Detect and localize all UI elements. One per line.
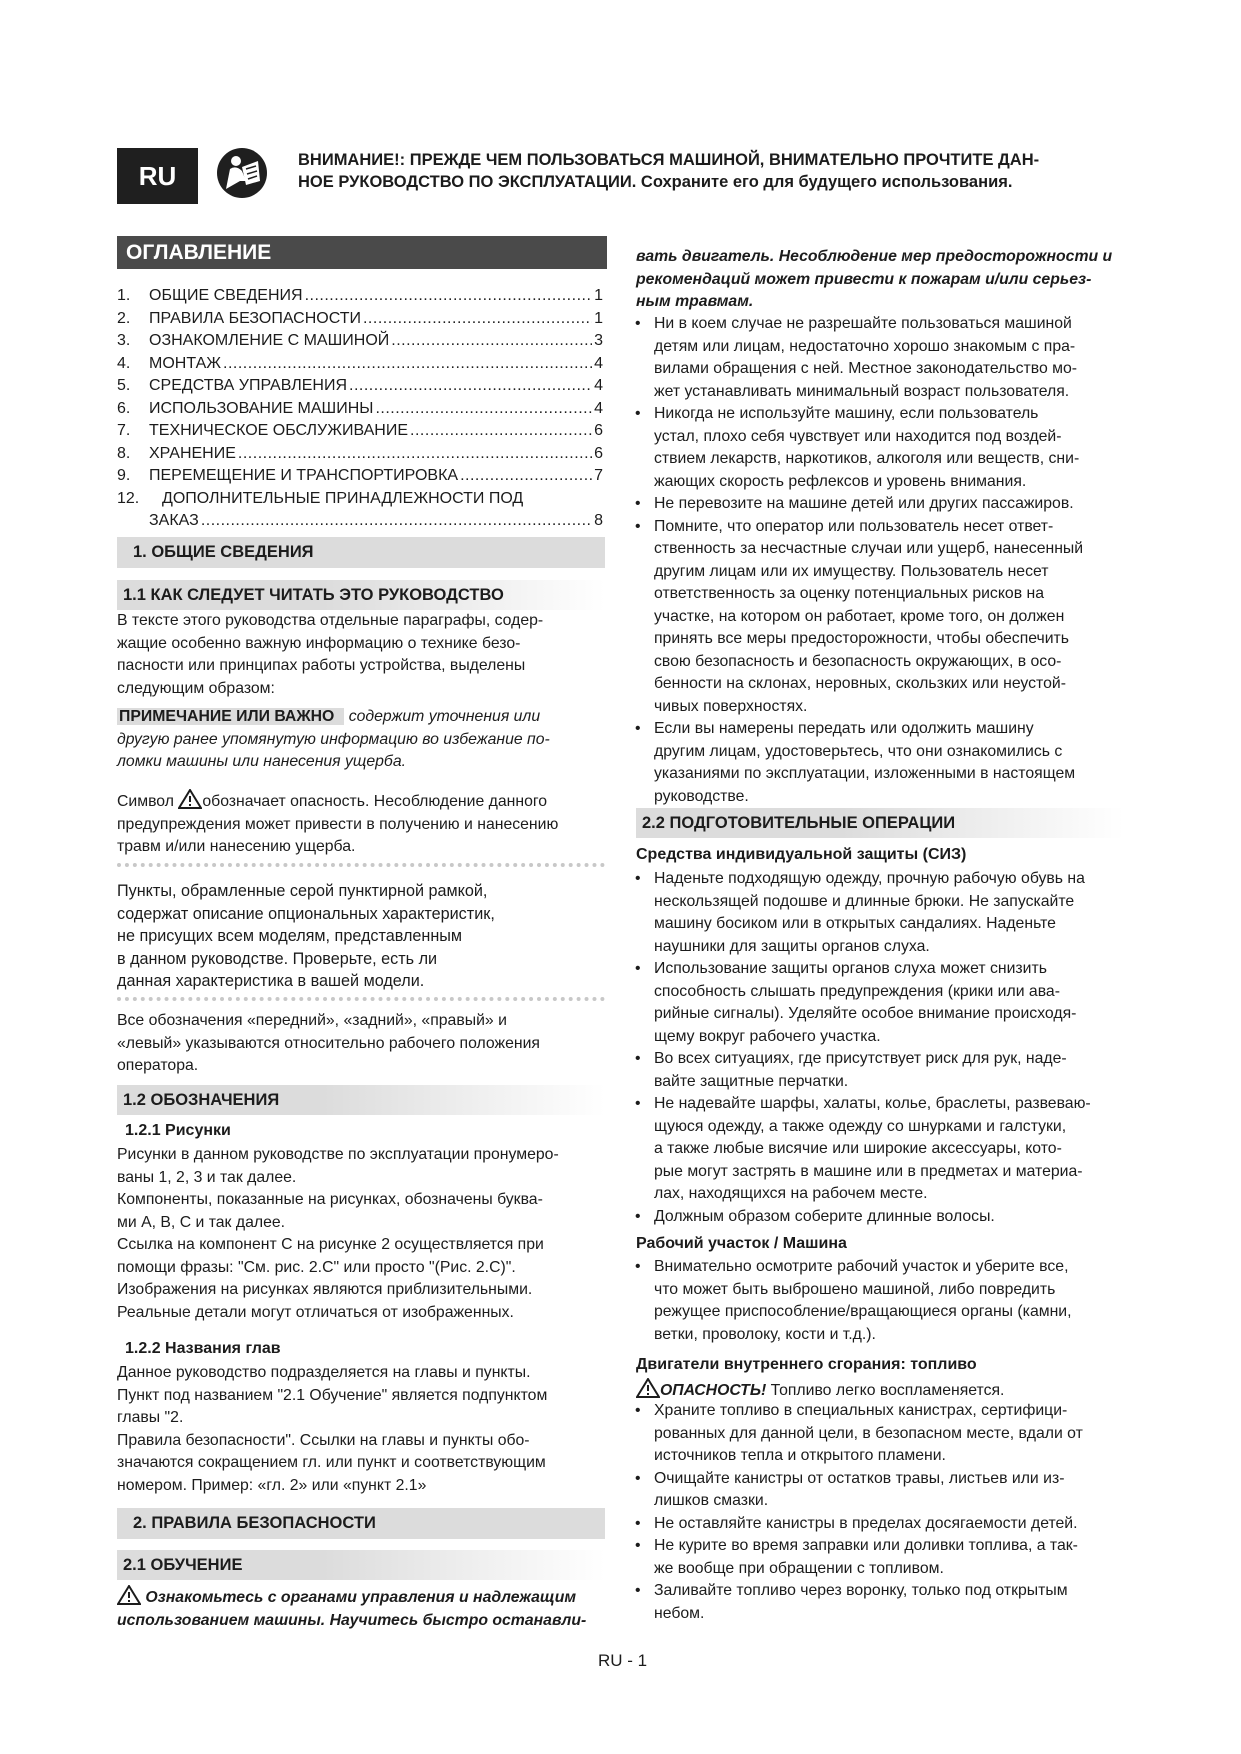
list-item: • Не оставляйте канистры в пределах досягаемости детей.: [628, 1513, 1138, 1536]
warning-triangle-icon: [178, 789, 202, 809]
ppe-heading: Средства индивидуальной защиты (СИЗ): [636, 846, 967, 863]
list-item: • Не курите во время заправки или доливки топлива, а так- же вообще при обращении с топливом.: [628, 1535, 1138, 1580]
toc-item[interactable]: 6. ИСПОЛЬЗОВАНИЕ МАШИНЫ ..... 4: [117, 398, 603, 421]
read-manual-icon: [216, 147, 268, 199]
language-badge: RU: [117, 148, 198, 204]
list-item: • Не надевайте шарфы, халаты, колье, браслеты, развеваю- щуюся одежду, а также одежду со шнурками и галстуки, а также любые висячие или широкие аксессуары, кото- рые могут застрять в машине или в предметах и материа- лах, находящихся на рабочем месте.: [628, 1093, 1138, 1206]
work-area-heading: Рабочий участок / Машина: [636, 1235, 847, 1252]
section-1-2-1-heading: 1.2.1 Рисунки: [125, 1122, 231, 1139]
fuel-bullet-list: [628, 1400, 1138, 1625]
section-1-2-1-text: Рисунки в данном руководстве по эксплуатации пронумеро- ваны 1, 2, 3 и так далее. Компоненты, показанные на рисунках, обозначены буква- ми A, B, C и так далее. Ссылка на компонент C на рисунке 2 осуществляется при помощи фразы: "См. рис. 2.C" или просто "(Рис. 2.C)". Изображения на рисунках являются приблизительными. Реальные детали могут отличаться от изображенных.: [117, 1146, 559, 1321]
training-bullet-list: [628, 313, 1138, 808]
warning-triangle-icon: [117, 1585, 141, 1605]
designations-paragraph: Все обозначения «передний», «задний», «правый» и «левый» указываются относительно рабочего положения оператора.: [117, 1012, 540, 1074]
section-2-1-continuation: вать двигатель. Несоблюдение мер предосторожности и рекомендаций может привести к пожарам и/или серьез- ным травмам.: [636, 248, 1113, 310]
section-1-1-heading: 1.1 КАК СЛЕДУЕТ ЧИТАТЬ ЭТО РУКОВОДСТВО: [117, 580, 605, 610]
section-1-2-heading: 1.2 ОБОЗНАЧЕНИЯ: [117, 1085, 605, 1115]
warning-notice: ВНИМАНИЕ!: ПРЕЖДЕ ЧЕМ ПОЛЬЗОВАТЬСЯ МАШИНОЙ, ВНИМАТЕЛЬНО ПРОЧТИТЕ ДАН- НОЕ РУКОВОДСТВО ПО ЭКСПЛУАТАЦИИ. Сохраните его для будущего использования.: [298, 151, 1040, 191]
list-item: • Никогда не используйте машину, если пользователь устал, плохо себя чувствует или находится под воздей- ствием лекарств, наркотиков, алкоголя или веществ, сни- жающих скорость рефлексов и уровень внимания.: [628, 403, 1138, 493]
note-paragraph: ПРИМЕЧАНИЕ ИЛИ ВАЖНО содержит уточнения или другую ранее упомянутую информацию во избежание по- ломки машины или нанесения ущерба.: [117, 708, 550, 770]
list-item: • Помните, что оператор или пользователь несет ответ- ственность за несчастные случаи или ущерб, нанесенный другим лицам или их имуществу. Пользователь несет ответственность за оценку потенциальных рисков на участке, на котором он работает, кроме того, он должен принять все меры предосторожности, чтобы обеспечить свою безопасность и безопасность окружающих, в осо- бенности на склонах, неровных, скользких или неустой- чивых поверхностях.: [628, 516, 1138, 719]
list-item: • Внимательно осмотрите рабочий участок и уберите все, что может быть выброшено машиной, либо повредить режущее приспособление/вращающиеся органы (камни, ветки, проволоку, кости и т.д.).: [628, 1256, 1138, 1346]
list-item: • Храните топливо в специальных канистрах, сертифици- рованных для данной цели, в безопасном месте, вдали от источников тепла и открытого пламени.: [628, 1400, 1138, 1468]
symbol-paragraph: Символ обозначает опасность. Несоблюдение данного предупреждения может привести в получению и нанесению травм и/или нанесению ущерба.: [117, 789, 607, 859]
list-item: • Во всех ситуациях, где присутствует риск для рук, наде- вайте защитные перчатки.: [628, 1048, 1138, 1093]
toc-item[interactable]: 4. МОНТАЖ ..... 4: [117, 353, 603, 376]
list-item: • Должным образом соберите длинные волосы.: [628, 1206, 1138, 1229]
note-label: ПРИМЕЧАНИЕ ИЛИ ВАЖНО: [117, 708, 344, 725]
toc-item[interactable]: 2. ПРАВИЛА БЕЗОПАСНОСТИ ..... 1: [117, 308, 603, 331]
toc-item[interactable]: 7. ТЕХНИЧЕСКОЕ ОБСЛУЖИВАНИЕ ..... 6: [117, 420, 603, 443]
table-of-contents: [117, 285, 603, 533]
list-item: • Ни в коем случае не разрешайте пользоваться машиной детям или лицам, недостаточно хорошо знакомым с пра- вилами обращения с ней. Местное законодательство мо- жет устанавливать минимальный возраст пользователя.: [628, 313, 1138, 403]
list-item: • Очищайте канистры от остатков травы, листьев или из- лишков смазки.: [628, 1468, 1138, 1513]
toc-item[interactable]: 5. СРЕДСТВА УПРАВЛЕНИЯ ..... 4: [117, 375, 603, 398]
section-2-1-text: Ознакомьтесь с органами управления и надлежащим использованием машины. Научитесь быстро останавли-: [117, 1585, 617, 1632]
section-2-1-heading: 2.1 ОБУЧЕНИЕ: [117, 1550, 605, 1580]
toc-item[interactable]: 3. ОЗНАКОМЛЕНИЕ С МАШИНОЙ ..... 3: [117, 330, 603, 353]
toc-item-continuation[interactable]: ЗАКАЗ ..... 8: [117, 510, 603, 533]
toc-item[interactable]: 1. ОБЩИЕ СВЕДЕНИЯ ..... 1: [117, 285, 603, 308]
section-1-2-2-text: Данное руководство подразделяется на главы и пункты. Пункт под названием "2.1 Обучение" является подпунктом главы "2. Правила безопасности". Ссылки на главы и пункты обо- значаются сокращением гл. или пункт и соответствующим номером. Пример: «гл. 2» или «пункт 2.1»: [117, 1364, 548, 1494]
section-2-2-heading: 2.2 ПОДГОТОВИТЕЛЬНЫЕ ОПЕРАЦИИ: [636, 808, 1124, 838]
toc-item[interactable]: 12. ДОПОЛНИТЕЛЬНЫЕ ПРИНАДЛЕЖНОСТИ ПОД: [117, 489, 524, 507]
section-1-heading: 1. ОБЩИЕ СВЕДЕНИЯ: [117, 537, 605, 568]
section-1-2-2-heading: 1.2.2 Названия глав: [125, 1340, 281, 1357]
optional-features-box: Пункты, обрамленные серой пунктирной рамкой, содержат описание опциональных характеристик, не присущих всем моделям, представленным в данном руководстве. Проверьте, есть ли данная характеристика в вашей модели.: [117, 863, 605, 1001]
list-item: • Не перевозите на машине детей или других пассажиров.: [628, 493, 1138, 516]
section-2-heading: 2. ПРАВИЛА БЕЗОПАСНОСТИ: [117, 1508, 605, 1539]
danger-line: ОПАСНОСТЬ! Топливо легко воспламеняется.: [636, 1378, 1136, 1403]
work-area-bullet-list: [628, 1256, 1138, 1346]
page-number: RU - 1: [598, 1651, 648, 1670]
section-1-1-text: В тексте этого руководства отдельные парагрaфы, содер- жащие особенно важную информацию о технике безо- пасности или принципах работы устройства, выделены следующим образом:: [117, 612, 544, 697]
ppe-bullet-list: [628, 868, 1138, 1228]
warning-triangle-icon: [636, 1378, 660, 1398]
fuel-heading: Двигатели внутреннего сгорания: топливо: [636, 1356, 977, 1373]
list-item: • Заливайте топливо через воронку, только под открытым небом.: [628, 1580, 1138, 1625]
toc-item[interactable]: 8. ХРАНЕНИЕ ..... 6: [117, 443, 603, 466]
toc-title: ОГЛАВЛЕНИЕ: [117, 236, 607, 269]
list-item: • Использование защиты органов слуха может снизить способность слышать предупреждения (крики или ава- рийные сигналы). Уделяйте особое внимание происходя- щему вокруг рабочего участка.: [628, 958, 1138, 1048]
list-item: • Если вы намерены передать или одолжить машину другим лицам, удостоверьтесь, что они ознакомились с указаниями по эксплуатации, изложенными в настоящем руководстве.: [628, 718, 1138, 808]
toc-item[interactable]: 9. ПЕРЕМЕЩЕНИЕ И ТРАНСПОРТИРОВКА ..... 7: [117, 465, 603, 488]
list-item: • Наденьте подходящую одежду, прочную рабочую обувь на нескользящей подошве и длинные брюки. Не запускайте машину босиком или в открытых сандалиях. Наденьте наушники для защиты органов слуха.: [628, 868, 1138, 958]
